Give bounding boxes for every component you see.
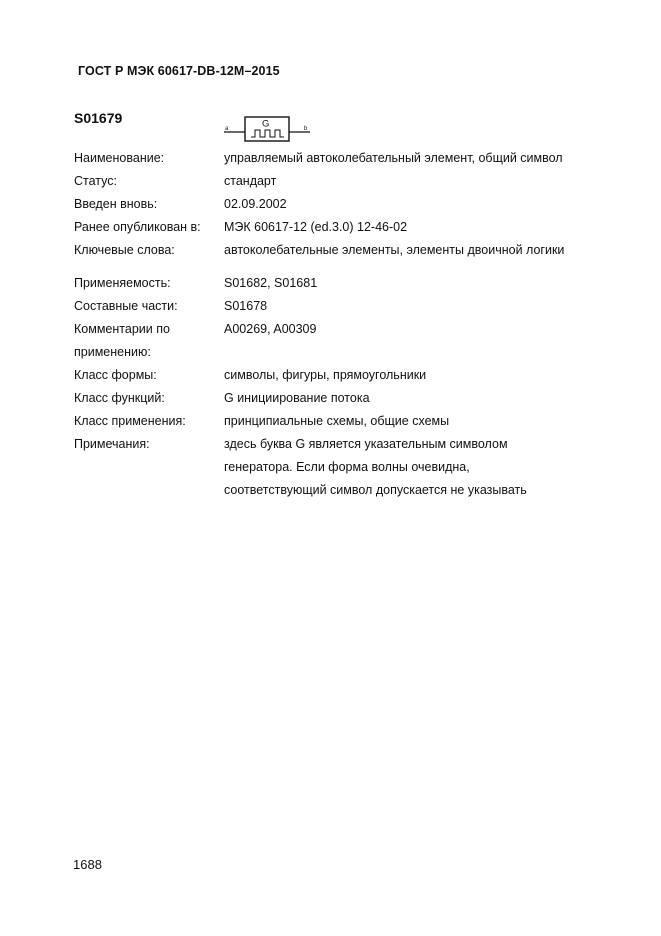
field-value: автоколебательные элементы, элементы двоичной логики	[224, 243, 565, 257]
field-label: Статус:	[74, 174, 117, 188]
field-value: S01678	[224, 299, 268, 313]
field-value: здесь буква G является указательным символом	[224, 437, 508, 451]
field-label: Комментарии по	[74, 322, 170, 336]
field-value: символы, фигуры, прямоугольники	[224, 368, 427, 382]
field-value: управляемый автоколебательный элемент, общий символ	[224, 151, 563, 165]
field-value: 02.09.2002	[224, 197, 287, 211]
field-label: Введен вновь:	[74, 197, 158, 211]
field-value: принципиальные схемы, общие схемы	[224, 414, 450, 428]
field-value: A00269, A00309	[224, 322, 317, 336]
page-number: 1688	[73, 857, 102, 872]
generator-symbol	[222, 116, 314, 147]
input-label: a	[225, 126, 229, 132]
field-value: генератора. Если форма волны очевидна,	[224, 460, 470, 474]
field-label: Ранее опубликован в:	[74, 220, 201, 234]
field-label: применению:	[74, 345, 151, 359]
field-value: МЭК 60617-12 (ed.3.0) 12-46-02	[224, 220, 408, 234]
symbol-code: S01679	[74, 110, 123, 126]
field-label: Класс применения:	[74, 414, 186, 428]
field-value: S01682, S01681	[224, 276, 318, 290]
field-label: Класс функций:	[74, 391, 165, 405]
field-label: Составные части:	[74, 299, 178, 313]
field-label: Применяемость:	[74, 276, 171, 290]
document-header: ГОСТ Р МЭК 60617-DB-12M–2015	[78, 64, 280, 78]
generator-letter: G	[262, 118, 270, 130]
field-value: G инициирование потока	[224, 391, 370, 405]
field-label: Ключевые слова:	[74, 243, 175, 257]
field-value: стандарт	[224, 174, 277, 188]
generator-symbol-drawing	[222, 116, 314, 142]
field-value: соответствующий символ допускается не указывать	[224, 483, 527, 497]
field-label: Класс формы:	[74, 368, 157, 382]
field-label: Примечания:	[74, 437, 150, 451]
output-label: b	[304, 126, 308, 132]
field-label: Наименование:	[74, 151, 165, 165]
square-wave-icon	[251, 130, 284, 137]
